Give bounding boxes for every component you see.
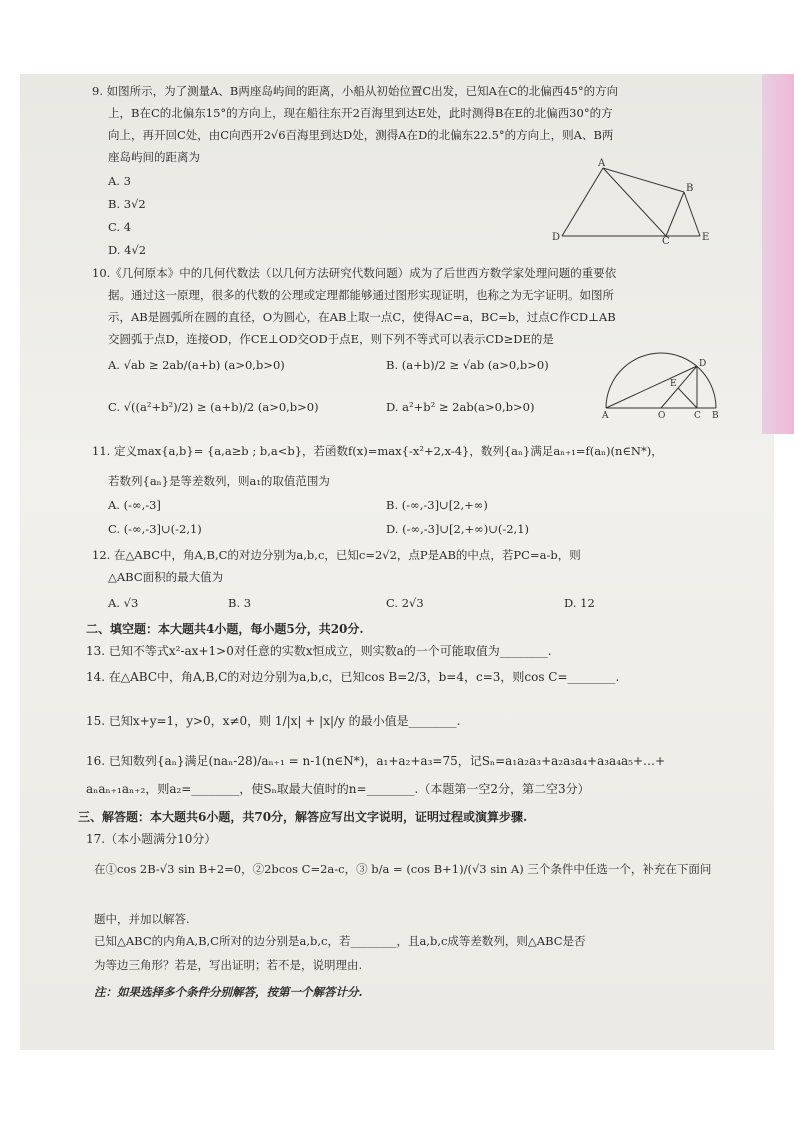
q12-option-d: D. 12 (564, 596, 595, 610)
q11-line-2: 若数列{aₙ}是等差数列，则a₁的取值范围为 (108, 474, 330, 488)
pink-edge (762, 74, 794, 434)
q17-line-3: 已知△ABC的内角A,B,C所对的边分别是a,b,c，若________，且a,b,c成等差数列，则△ABC是否 (94, 934, 586, 948)
q10-line-1: 10.《几何原本》中的几何代数法（以几何方法研究代数问题）成为了后世西方数学家处理问题的重要依 (92, 266, 617, 280)
q16-line-2: aₙaₙ₊₁aₙ₊₂，则a₂=________，使Sₙ取最大值时的n=________.（本题第一空2分，第二空3分） (86, 782, 590, 796)
q9-line-4: 座岛屿间的距离为 (108, 150, 200, 164)
question-15: 15. 已知x+y=1，y>0，x≠0，则 1/|x| + |x|/y 的最小值是________. (86, 714, 461, 728)
q10-label-c: C (694, 411, 701, 420)
q10-label-a: A (602, 411, 609, 420)
q10-line-4: 交圆弧于点D，连接OD，作CE⊥OD交OD于点E，则下列不等式可以表示CD≥DE的是 (108, 332, 554, 346)
q10-option-d: D. a²+b² ≥ 2ab(a>0,b>0) (386, 400, 535, 414)
q9-label-e: E (702, 232, 710, 243)
q9-line-1: 9. 如图所示，为了测量A、B两座岛屿间的距离，小船从初始位置C出发，已知A在C的北偏西45°的方向 (92, 84, 619, 98)
q17-line-4: 为等边三角形？若是，写出证明；若不是，说明理由. (94, 958, 363, 972)
question-14: 14. 在△ABC中，角A,B,C的对边分别为a,b,c，已知cos B=2/3，b=4，c=3，则cos C=________. (86, 670, 620, 684)
q10-line-3: 示，AB是圆弧所在圆的直径，O为圆心，在AB上取一点C，使得AC=a，BC=b，过点C作CD⊥AB (108, 310, 616, 324)
q9-figure (548, 156, 718, 246)
q12-line-1: 12. 在△ABC中，角A,B,C的对边分别为a,b,c，已知c=2√2，点P是AB的中点，若PC=a-b，则 (92, 548, 581, 562)
q9-option-c: C. 4 (108, 220, 132, 234)
q16-line-1: 16. 已知数列{aₙ}满足(naₙ-28)/aₙ₊₁ = n-1(n∈N*)，a₁+a₂+a₃=75，记Sₙ=a₁a₂a₃+a₂a₃a₄+a₃a₄a₅+…+ (86, 754, 666, 768)
q10-option-a: A. √ab ≥ 2ab/(a+b) (a>0,b>0) (108, 358, 285, 372)
question-13: 13. 已知不等式x²-ax+1>0对任意的实数x恒成立，则实数a的一个可能取值为________. (86, 644, 552, 658)
q10-figure (598, 346, 726, 420)
q9-label-b: B (686, 183, 694, 194)
q10-label-e: E (670, 379, 677, 389)
q10-label-d: D (699, 359, 707, 369)
q9-option-d: D. 4√2 (108, 243, 147, 257)
section-2-heading: 二、填空题：本大题共4小题，每小题5分，共20分. (86, 622, 364, 636)
q9-line-3: 向上，再开回C处，由C向西开2√6百海里到达D处，测得A在D的北偏东22.5°的方向上，则A、B两 (108, 128, 614, 142)
q9-line-2: 上，B在C的北偏东15°的方向上，现在船往东开2百海里到达E处，此时测得B在E的北偏西30°的方 (108, 106, 613, 120)
q12-option-a: A. √3 (108, 596, 139, 610)
q11-option-c: C. (-∞,-3]∪(-2,1) (108, 522, 202, 536)
q12-option-c: C. 2√3 (386, 596, 424, 610)
q9-option-a: A. 3 (108, 174, 131, 188)
q10-label-o: O (658, 411, 666, 420)
q11-option-a: A. (-∞,-3] (108, 498, 161, 512)
section-3-heading: 三、解答题：本大题共6小题，共70分，解答应写出文字说明，证明过程或演算步骤. (78, 810, 528, 824)
q11-line-1: 11. 定义max{a,b}= {a,a≥b ; b,a<b}，若函数f(x)=max{-x²+2,x-4}，数列{aₙ}满足aₙ₊₁=f(aₙ)(n∈N*)， (92, 444, 663, 458)
q10-option-c: C. √((a²+b²)/2) ≥ (a+b)/2 (a>0,b>0) (108, 400, 319, 414)
q17-title: 17.（本小题满分10分） (86, 832, 217, 846)
q9-option-b: B. 3√2 (108, 197, 146, 211)
q10-label-b: B (712, 411, 719, 420)
q9-label-c: C (662, 236, 670, 246)
q11-option-b: B. (-∞,-3]∪[2,+∞) (386, 498, 488, 512)
q17-note: 注：如果选择多个条件分别解答，按第一个解答计分. (94, 985, 363, 999)
q11-option-d: D. (-∞,-3]∪[2,+∞)∪(-2,1) (386, 522, 529, 536)
q17-line-1: 在①cos 2B-√3 sin B+2=0，②2bcos C=2a-c，③ b/a = (cos B+1)/(√3 sin A) 三个条件中任选一个，补充在下面问 (94, 862, 712, 876)
q12-option-b: B. 3 (228, 596, 252, 610)
q10-line-2: 据。通过这一原理，很多的代数的公理或定理都能够通过图形实现证明，也称之为无字证明。如图所 (108, 288, 614, 302)
q12-line-2: △ABC面积的最大值为 (108, 570, 224, 584)
q10-option-b: B. (a+b)/2 ≥ √ab (a>0,b>0) (386, 358, 549, 372)
q17-line-2: 题中，并加以解答. (94, 912, 190, 926)
q9-label-a: A (598, 158, 606, 169)
q9-label-d: D (552, 232, 561, 243)
